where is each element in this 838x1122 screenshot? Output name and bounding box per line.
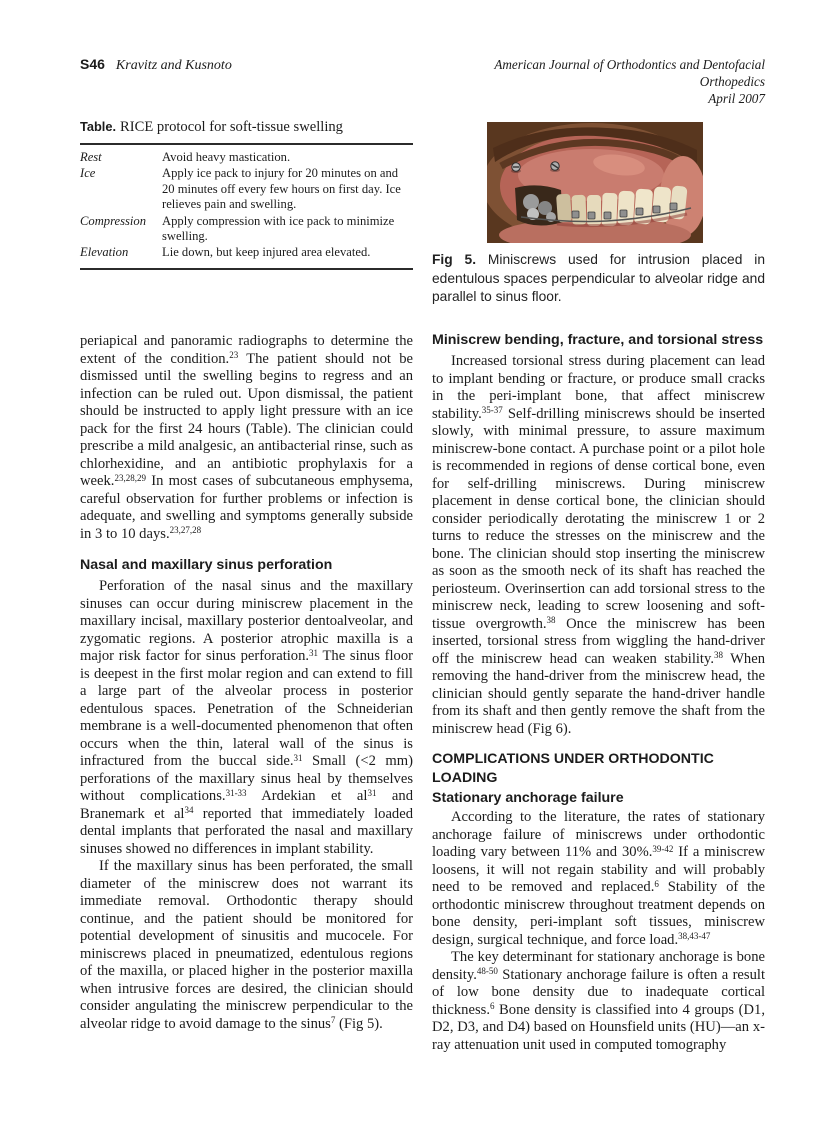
rice-table	[80, 118, 413, 270]
table-definition: Apply ice pack to injury for 20 minutes on and 20 minutes off every few hours on first day. Ice relieves pain and swelling.	[162, 166, 401, 212]
paragraph: The key determinant for stationary anchorage is bone density.$^{48-50}$ Stationary anchorage failure is often a result of low bone density due to inadequate cortical thickness.$^6$ Bone density is classified into 4 groups (D1, D2, D3, and D4) based on Hounsfield units (HU)—an x-ray attenuation unit used in computed tomography	[432, 949, 765, 1053]
table-term: Rest	[80, 150, 102, 164]
paragraph: Perforation of the nasal sinus and the maxillary sinuses can occur during miniscrew placement in the maxillary incisal, maxillary posterior dentoalveolar, and zygomatic regions. A posterior atrophic maxilla is a major risk factor for sinus perforation.$^{31}$ The sinus floor is deepest in the first molar region and can extend to fill a large part of the alveolar process in posterior edentulous spaces. Penetration of the Schneiderian membrane is a well-documented phenomenon that often occurs when the thin, lateral wall of the sinus is infractured from the buccal side.$^{31}$ Small (<2 mm) perforations of the maxillary sinus heal by themselves without complications.$^{31-33}$ Ardekian et $al^{31}$ and Branemark et $al^{34}$ reported that immediately loaded dental implants that perforated the nasal and maxillary sinuses showed no differences in implant stability.	[80, 578, 413, 857]
journal-name: American Journal of Orthodontics and Dentofacial Orthopedics	[494, 57, 765, 89]
page-number: S46	[80, 56, 105, 72]
section-heading-nasal-sinus: Nasal and maxillary sinus perforation	[80, 557, 333, 573]
table-title-text: RICE protocol for soft-tissue swelling	[120, 119, 343, 135]
running-authors: Kravitz and Kusnoto	[115, 58, 232, 73]
issue-date: April 2007	[708, 91, 765, 106]
right-column	[432, 331, 765, 1054]
figure5-caption-text: Miniscrews used for intrusion placed in edentulous spaces perpendicular to alveolar ridge and parallel to sinus floor.	[432, 252, 765, 305]
figure5-image	[487, 122, 703, 243]
figure5-caption	[432, 251, 765, 307]
table-term: Compression	[80, 213, 147, 228]
table-label: Table.	[80, 119, 117, 134]
left-column	[80, 333, 413, 1033]
subsection-heading-stationary-anchorage: Stationary anchorage failure	[432, 790, 624, 806]
paragraph: periapical and panoramic radiographs to determine the extent of the condition.$^{23}$ The patient should not be dismissed until the swelling begins to regress and an infection can be ruled out. Upon dismissal, the patient should be instructed to apply light pressure with an ice pack for the first 24 hours (Table). The clinician could prescribe a mild analgesic, an antibacterial rinse, such as chlorhexidine, and an antibiotic prophylaxis for a week.$^{23,28,29}$ In most cases of subcutaneous emphysema, careful observation for further problems or infection is adequate, and swelling and symptoms generally subside in 3 to 10 days.$^{23,27,28}$	[80, 333, 413, 542]
section-heading-miniscrew-bending: Miniscrew bending, fracture, and torsional stress	[432, 332, 764, 348]
table-title	[80, 118, 413, 136]
paragraph: Increased torsional stress during placement can lead to implant bending or fracture, or produce small cracks in the peri-implant bone, that affect miniscrew stability.$^{35-37}$ Self-drilling miniscrews should be inserted slowly, with minimal pressure, to assure maximum miniscrew-bone contact. A purchase point or a pilot hole is recommended in regions of dense cortical bone, even for self-drilling miniscrews. During miniscrew placement in dense cortical bone, the clinician should consider periodically derotating the miniscrew 1 or 2 turns to reduce the stresses on the miniscrew and the bone. The clinician should stop inserting the miniscrew as soon as the smooth neck of its shaft has reached the periosteum. Overinsertion can add torsional stress to the miniscrew neck, leading to screw loosening and soft-tissue overgrowth.$^{38}$ Once the miniscrew has been inserted, torsional stress from wiggling the hand-driver off the miniscrew head can weaken stability.$^{38}$ When removing the hand-driver from the miniscrew head, the clinician should gently separate the hand-driver handle from its shaft and then gently remove the shaft from the miniscrew head (Fig 6).	[432, 353, 766, 737]
table-term: Ice	[80, 166, 96, 181]
paragraph: If the maxillary sinus has been perforated, the small diameter of the miniscrew does not warrant its immediate removal. Orthodontic therapy should continue, and the patient should be monitored for potential development of sinusitis and mucocele. For miniscrews placed in pneumatized, edentulous regions of the maxilla, or placed higher in the posterior maxilla when intrusive forces are desired, the clinician should consider angulating the miniscrew perpendicular to the alveolar ridge to avoid damage to the sinus$^7$ (Fig 5).	[80, 858, 413, 1032]
table-row	[80, 245, 413, 260]
figure5-photo	[487, 122, 703, 243]
table-term: Elevation	[80, 245, 129, 260]
paragraph: According to the literature, the rates of stationary anchorage failure of miniscrews under orthodontic loading vary between 11% and 30%.$^{39-42}$ If a miniscrew loosens, it will not regain stability and will probably need to be removed and replaced.$^6$ Stability of the orthodontic miniscrew throughout treatment depends on bone density, peri-implant soft tissues, miniscrew design, surgical technique, and force load.$^{38,43-47}$	[432, 809, 766, 948]
table-definition: Lie down, but keep injured area elevated.	[162, 245, 371, 260]
table-row	[80, 214, 413, 245]
table-row	[80, 150, 413, 165]
section-heading-complications: COMPLICATIONS UNDER ORTHODONTIC LOADING	[432, 751, 714, 786]
table-row	[80, 166, 413, 212]
table-definition: Apply compression with ice pack to minimize swelling.	[162, 213, 395, 244]
table-definition: Avoid heavy mastication.	[162, 150, 291, 164]
running-header-left	[80, 56, 232, 74]
running-header-right	[432, 56, 765, 107]
figure5-label: Fig 5.	[432, 252, 477, 267]
table-body	[80, 143, 413, 270]
